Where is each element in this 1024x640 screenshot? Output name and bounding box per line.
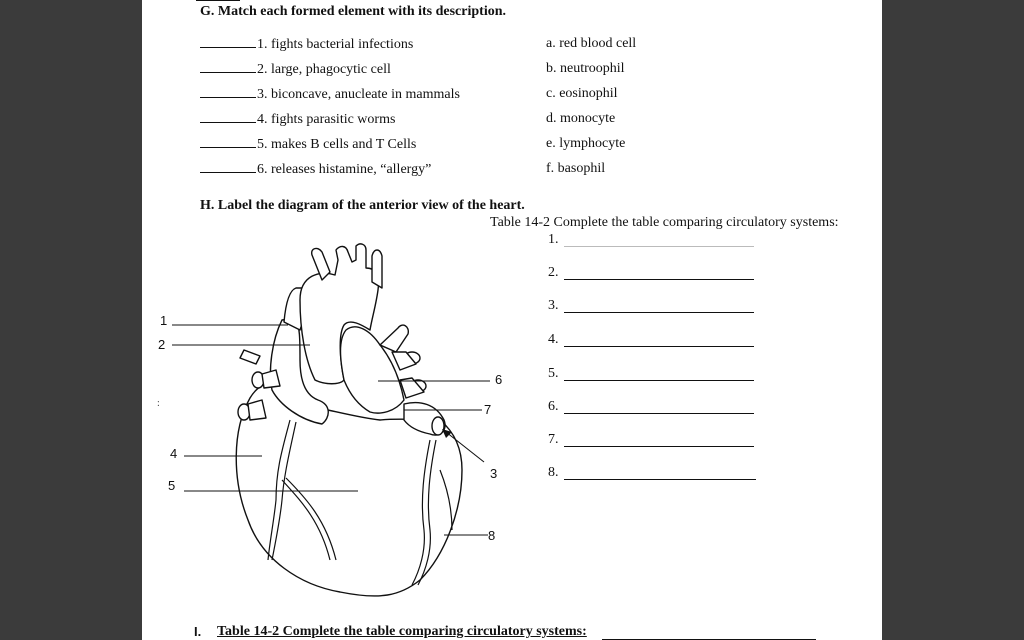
- left-atrium-vessel: [432, 417, 444, 435]
- diagram-label-3: 3: [490, 466, 498, 481]
- diagram-label-5: 5: [168, 478, 176, 493]
- match-item-1: 1. fights bacterial infections: [200, 36, 413, 53]
- diagram-label-4: 4: [170, 446, 178, 461]
- match-item-4: 4. fights parasitic worms: [200, 111, 395, 128]
- section-i-number: I.: [194, 624, 202, 639]
- match-item-2: 2. large, phagocytic cell: [200, 61, 391, 78]
- match-option-b: b. neutroophil: [546, 61, 625, 76]
- answer-number-5: 5.: [548, 366, 559, 381]
- match-item-5: 5. makes B cells and T Cells: [200, 136, 416, 153]
- match-option-a: a. red blood cell: [546, 36, 637, 51]
- ivc-stub: [240, 350, 260, 364]
- diagram-label-2: 2: [158, 337, 166, 352]
- answer-number-2: 2.: [548, 265, 559, 280]
- section-h-heading: H. Label the diagram of the anterior view of the heart.: [200, 198, 525, 213]
- diagram-label-1: 1: [160, 313, 168, 328]
- diagram-label-7: 7: [484, 402, 492, 417]
- left-carotid-artery: [372, 250, 382, 288]
- pulmonary-artery-branch: [380, 325, 408, 352]
- section-i-heading: Table 14-2 Complete the table comparing circulatory systems:: [217, 624, 587, 639]
- answer-number-1: 1.: [548, 232, 559, 247]
- right-pulmonary-tube-lower: [248, 400, 266, 420]
- answer-number-6: 6.: [548, 399, 559, 414]
- table-prompt: Table 14-2 Complete the table comparing circulatory systems:: [490, 215, 839, 230]
- match-option-c: c. eosinophil: [546, 86, 618, 101]
- match-option-e: e. lymphocyte: [546, 136, 626, 151]
- answer-number-3: 3.: [548, 298, 559, 313]
- answer-number-4: 4.: [548, 332, 559, 347]
- diagram-label-8: 8: [488, 528, 496, 543]
- match-item-3: 3. biconcave, anucleate in mammals: [200, 86, 460, 103]
- match-option-d: d. monocyte: [546, 111, 616, 126]
- match-item-6: 6. releases histamine, “allergy”: [200, 161, 431, 178]
- answer-number-8: 8.: [548, 465, 559, 480]
- right-pulmonary-tube-upper: [262, 370, 280, 388]
- section-g-heading: G. Match each formed element with its description.: [200, 4, 506, 19]
- match-option-f: f. basophil: [546, 161, 606, 176]
- diagram-label-6: 6: [495, 372, 503, 387]
- answer-number-7: 7.: [548, 432, 559, 447]
- stray-mark: :: [157, 398, 160, 409]
